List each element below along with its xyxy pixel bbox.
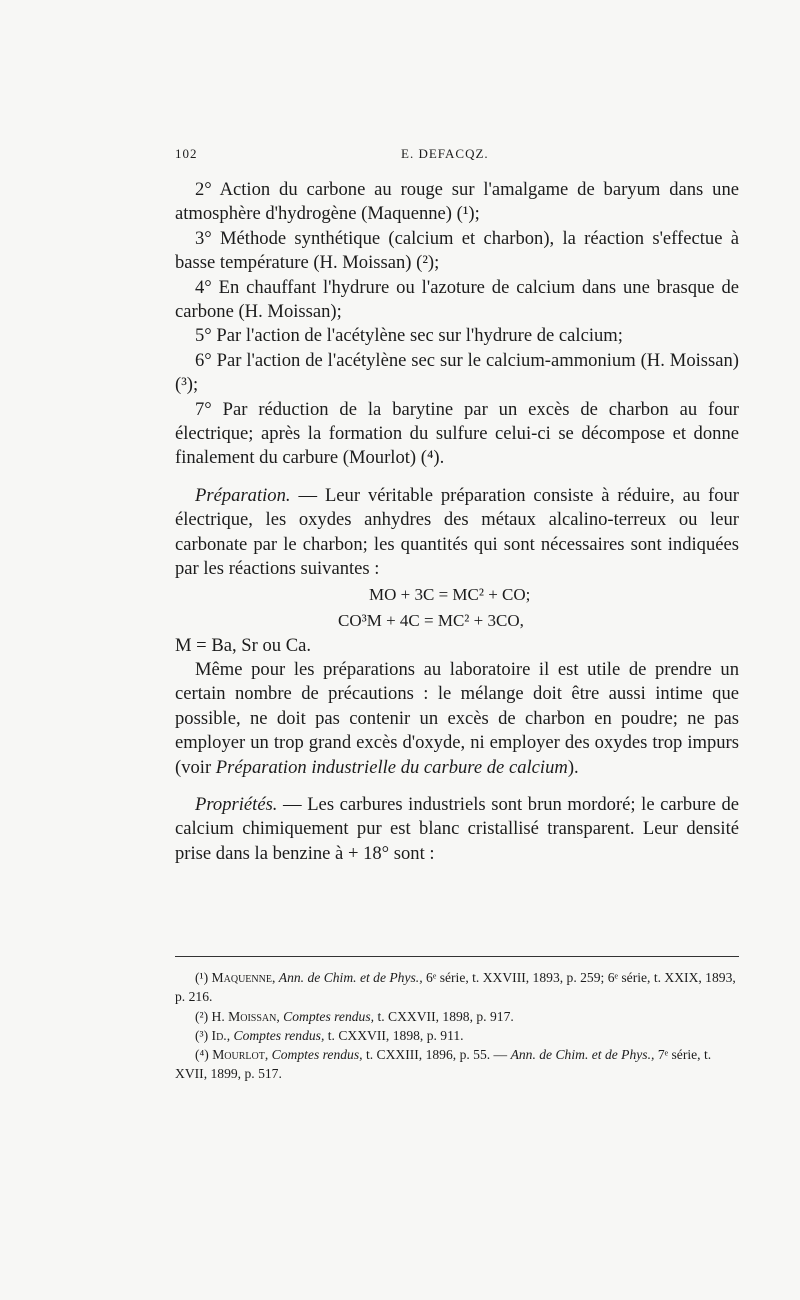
footnote-citation: 7ᵉ série, t. XVII, 1899, p. 517. xyxy=(175,1047,712,1082)
page-number: 102 xyxy=(175,146,198,161)
footnote-journal: Comptes rendus, xyxy=(233,1027,325,1043)
cross-reference: Préparation industrielle du carbure de calcium xyxy=(215,756,568,778)
properties-text: — Les carbures industriels sont brun mordoré; le carbure de calcium chimiquement pur est blanc cristallisé transparent. Leur densité prise dans la benzine à + 18° sont : xyxy=(175,793,739,864)
method-4: 4° En chauffant l'hydrure ou l'azoture de calcium dans une brasque de carbone (H. Moissan); xyxy=(175,276,739,323)
method-3: 3° Méthode synthétique (calcium et charbon), la réaction s'effectue à basse température (H. Moissan) (²); xyxy=(175,227,739,274)
laboratory-text: Même pour les préparations au laboratoire il est utile de prendre un certain nombre de précautions : le mélange doit être aussi intime que possible, ne doit pas contenir un excès de charbon en poudre; ne pas employer un trop grand excès d'oxyde, ni employer des oxydes trop impurs (voir xyxy=(175,658,739,778)
running-title: E. DEFACQZ. xyxy=(401,146,489,161)
footnote-mark: (¹) xyxy=(195,970,209,985)
footnote-mark: (³) xyxy=(195,1027,209,1043)
footnote-citation: t. CXXVII, 1898, p. 911. xyxy=(327,1027,464,1043)
footnote-journal: Ann. de Chim. et de Phys., xyxy=(278,970,423,985)
footnote-author: Maquenne, xyxy=(211,970,276,985)
preparation-paragraph xyxy=(175,484,739,582)
metals-line: M = Ba, Sr ou Ca. xyxy=(175,634,311,656)
footnotes xyxy=(175,968,739,1084)
laboratory-paragraph xyxy=(175,658,739,780)
footnote-4 xyxy=(175,1045,739,1084)
equation-carbonate: CO³M + 4C = MC² + 3CO, xyxy=(338,610,524,630)
footnote-author: H. Moissan, xyxy=(211,1008,280,1024)
equation-oxide: MO + 3C = MC² + CO; xyxy=(369,584,531,604)
footnote-journal: Comptes rendus, xyxy=(271,1047,363,1063)
footnote-journal: Comptes rendus, xyxy=(283,1008,375,1024)
method-7: 7° Par réduction de la barytine par un excès de charbon au four électrique; après la formation du sulfure celui-ci se décompose et donne finalement du carbure (Mourlot) (⁴). xyxy=(175,398,739,469)
footnote-divider xyxy=(175,956,739,957)
footnote-mark: (⁴) xyxy=(195,1047,209,1063)
properties-heading: Propriétés. xyxy=(195,793,278,815)
footnote-1 xyxy=(175,968,739,1007)
footnote-journal: Ann. de Chim. et de Phys., xyxy=(510,1047,655,1063)
footnote-2 xyxy=(175,1007,739,1026)
method-2: 2° Action du carbone au rouge sur l'amalgame de baryum dans une atmosphère d'hydrogène (Maquenne) (¹); xyxy=(175,179,739,225)
preparation-heading: Préparation. xyxy=(195,484,291,506)
properties-paragraph xyxy=(175,793,739,866)
footnote-citation: t. CXXVII, 1898, p. 917. xyxy=(377,1008,514,1024)
footnote-author: Mourlot, xyxy=(212,1047,269,1063)
footnote-author: Id., xyxy=(211,1027,231,1043)
method-5: 5° Par l'action de l'acétylène sec sur l'hydrure de calcium; xyxy=(195,325,623,347)
main-text xyxy=(175,178,739,866)
running-header xyxy=(175,146,739,170)
footnote-citation: t. CXXIII, 1896, p. 55. — xyxy=(365,1047,508,1063)
method-6: 6° Par l'action de l'acétylène sec sur le calcium-ammonium (H. Moissan) (³); xyxy=(175,349,739,396)
footnote-mark: (²) xyxy=(195,1008,209,1024)
laboratory-end: ). xyxy=(567,756,579,778)
footnote-citation: 6ᵉ série, t. XXVIII, 1893, p. 259; 6ᵉ série, t. XXIX, 1893, p. 216. xyxy=(175,970,736,1005)
preparation-text: — Leur véritable préparation consiste à réduire, au four électrique, les oxydes anhydres des métaux alcalino-terreux ou leur carbonate par le charbon; les quantités qui sont nécessaires sont indiquées par les réactions suivantes : xyxy=(175,484,739,580)
footnote-3 xyxy=(175,1026,739,1045)
